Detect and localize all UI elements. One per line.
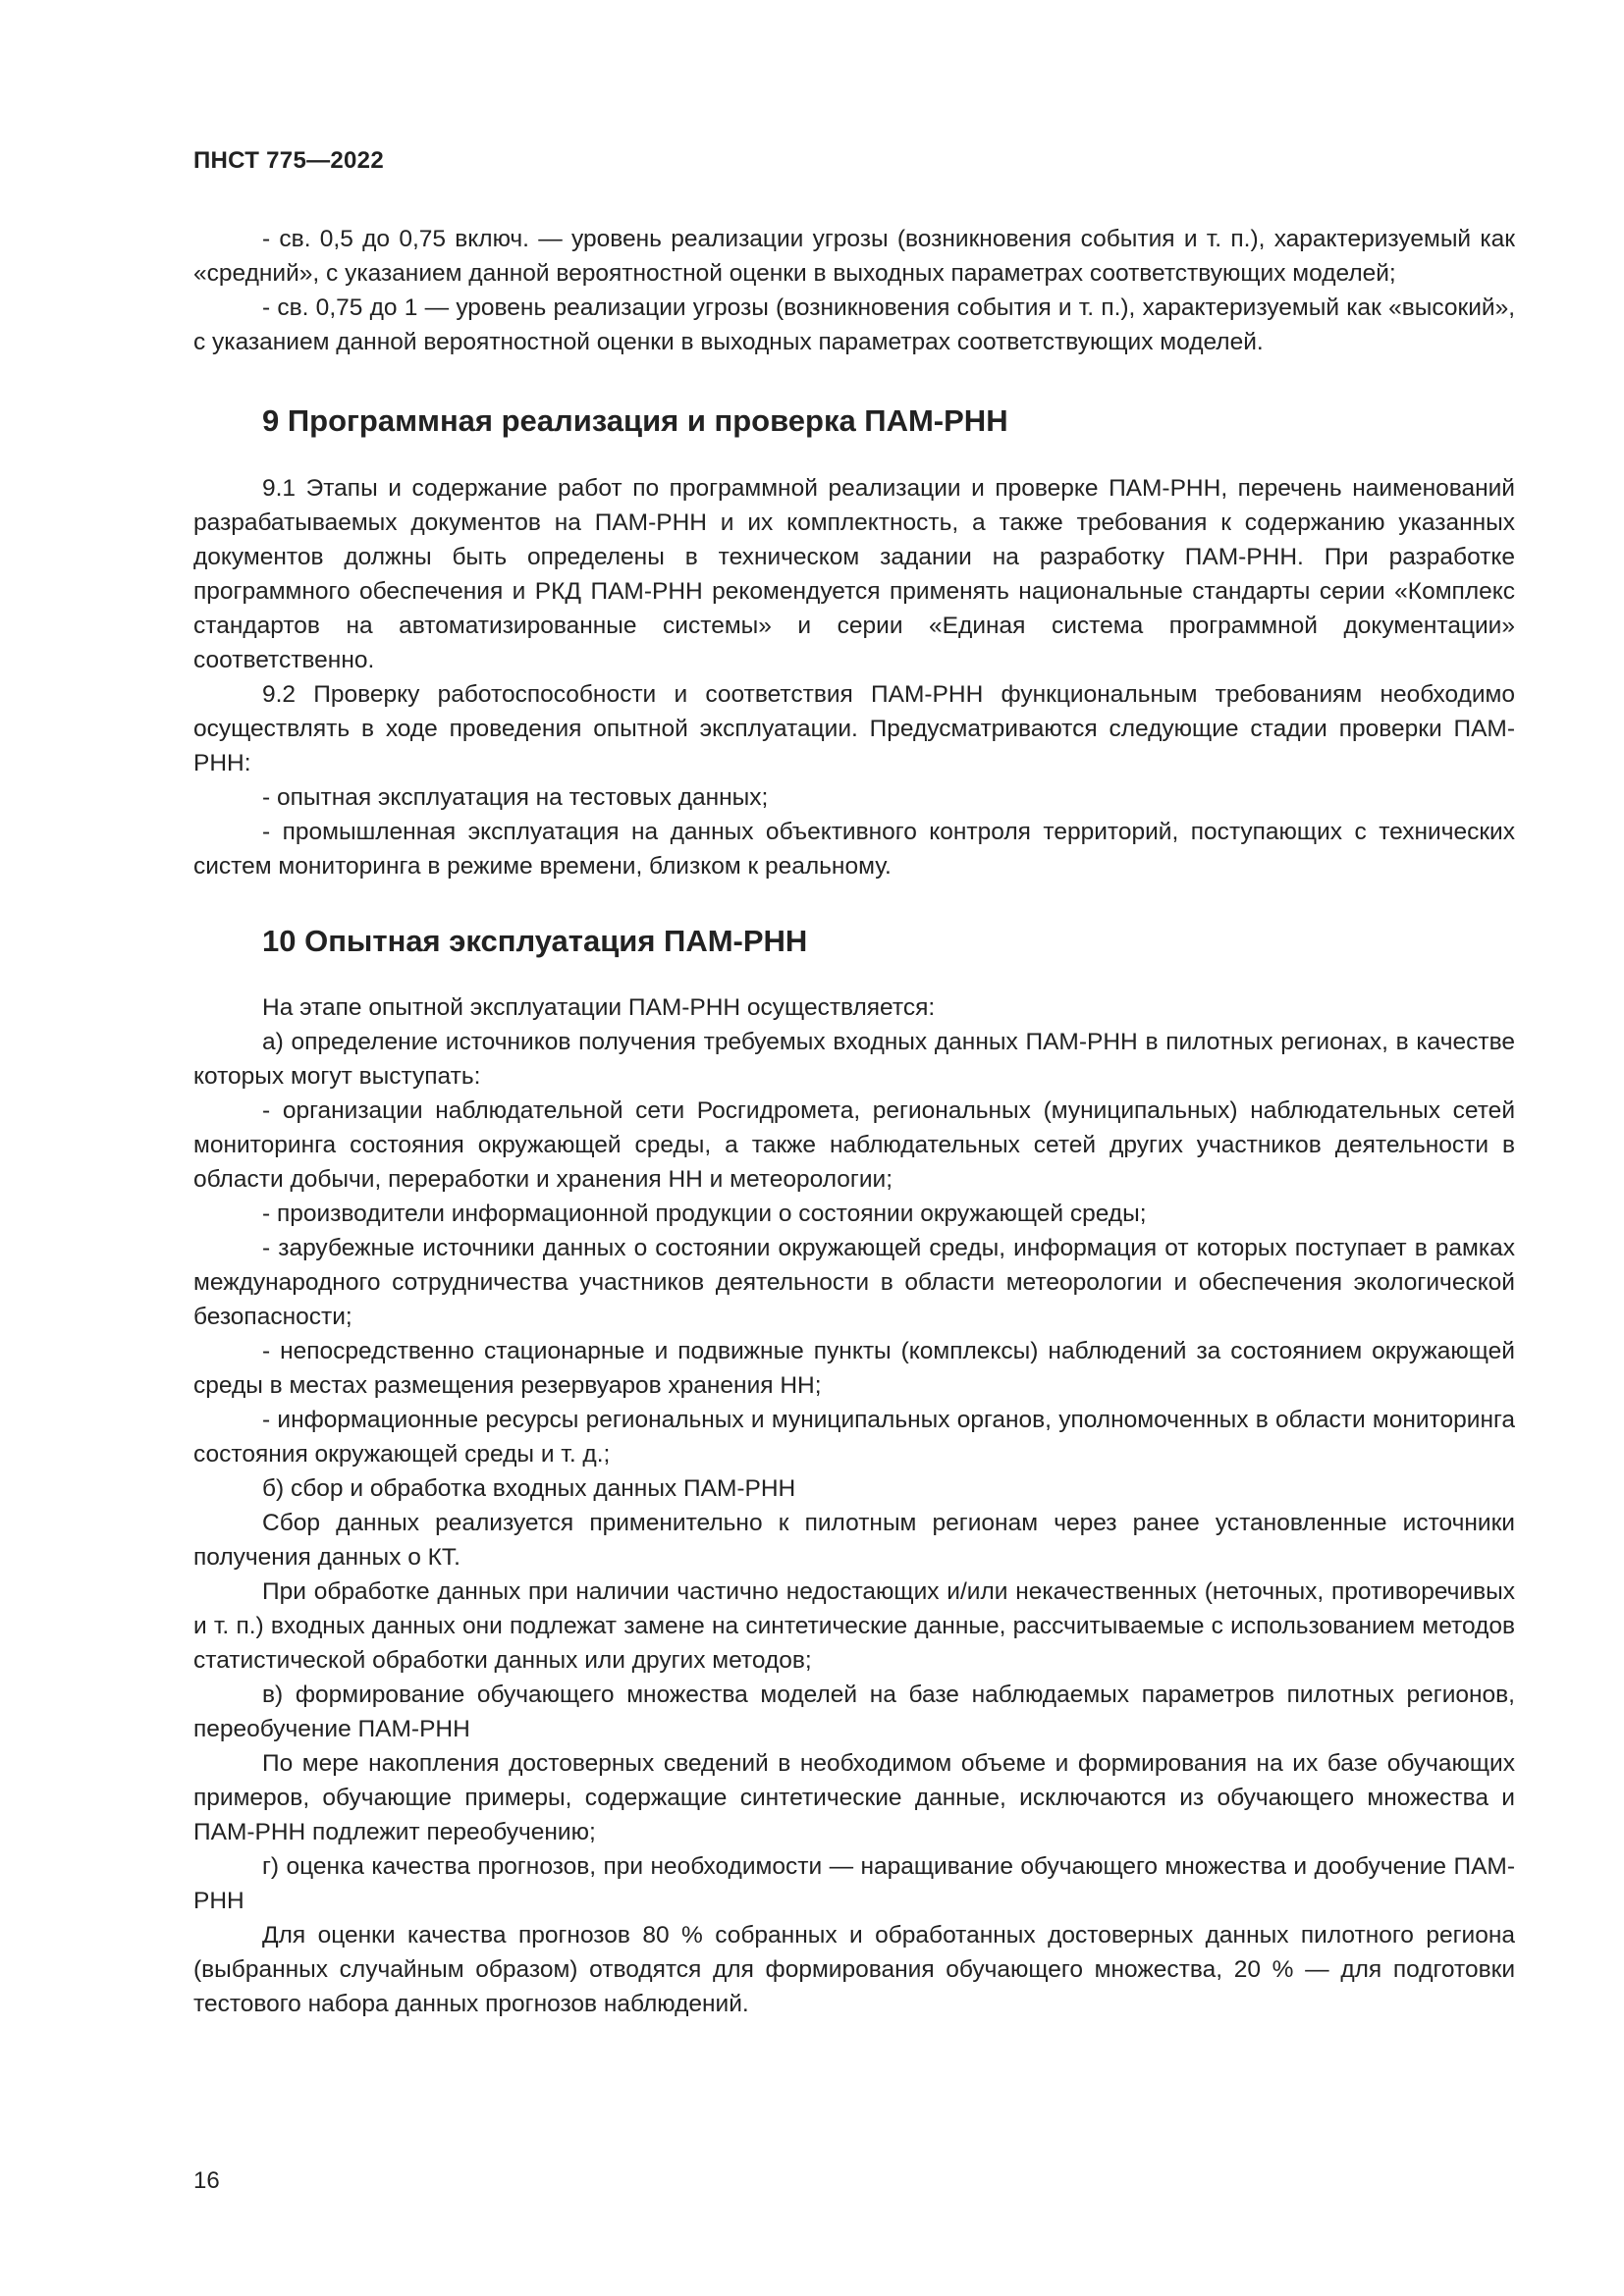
- list-item: - организации наблюдательной сети Росгидромета, региональных (муниципальных) наблюдательных сетей мониторинга состояния окружающей среды, а также наблюдательных сетей других участников деятельности в области добычи, переработки и хранения НН и метеорологии;: [193, 1097, 1515, 1193]
- section-10-body: [193, 990, 1515, 2021]
- list-item: г) оценка качества прогнозов, при необходимости — наращивание обучающего множества и дообучение ПАМ-РНН: [193, 1853, 1515, 1914]
- list-item: - производители информационной продукции о состоянии окружающей среды;: [262, 1201, 1147, 1227]
- intro-block: [193, 222, 1515, 359]
- page-body: [193, 222, 1515, 2021]
- list-item: а) определение источников получения требуемых входных данных ПАМ-РНН в пилотных регионах, в качестве которых могут выступать:: [193, 1029, 1515, 1090]
- list-item: - информационные ресурсы региональных и муниципальных органов, уполномоченных в области мониторинга состояния окружающей среды и т. д.;: [193, 1407, 1515, 1468]
- document-code: ПНСТ 775—2022: [193, 147, 384, 174]
- list-item: - опытная эксплуатация на тестовых данных;: [262, 784, 769, 811]
- paragraph: По мере накопления достоверных сведений в необходимом объеме и формирования на их базе обучающих примеров, обучающие примеры, содержащие синтетические данные, исключаются из обучающего множества и ПАМ-РНН подлежит переобучению;: [193, 1750, 1515, 1845]
- section-9-body: [193, 471, 1515, 883]
- paragraph: 9.2 Проверку работоспособности и соответствия ПАМ-РНН функциональным требованиям необходимо осуществлять в ходе проведения опытной эксплуатации. Предусматриваются следующие стадии проверки ПАМ-РНН:: [193, 681, 1515, 776]
- page-number: 16: [193, 2167, 220, 2194]
- paragraph: - св. 0,75 до 1 — уровень реализации угрозы (возникновения события и т. п.), характеризуемый как «высокий», с указанием данной вероятностной оценки в выходных параметрах соответствующих моделей.: [193, 294, 1515, 355]
- paragraph: Сбор данных реализуется применительно к пилотным регионам через ранее установленные источники получения данных о КТ.: [193, 1510, 1515, 1571]
- section-9-heading: 9 Программная реализация и проверка ПАМ-РНН: [262, 403, 1008, 438]
- paragraph: Для оценки качества прогнозов 80 % собранных и обработанных достоверных данных пилотного региона (выбранных случайным образом) отводятся для формирования обучающего множества, 20 % — для подготовки тестового набора данных прогнозов наблюдений.: [193, 1922, 1515, 2017]
- section-10-heading: 10 Опытная эксплуатация ПАМ-РНН: [262, 924, 808, 958]
- paragraph: При обработке данных при наличии частично недостающих и/или некачественных (неточных, противоречивых и т. п.) входных данных они подлежат замене на синтетические данные, рассчитываемые с использованием методов статистической обработки данных или других методов;: [193, 1578, 1515, 1674]
- list-item: в) формирование обучающего множества моделей на базе наблюдаемых параметров пилотных регионов, переобучение ПАМ-РНН: [193, 1682, 1515, 1742]
- paragraph: - св. 0,5 до 0,75 включ. — уровень реализации угрозы (возникновения события и т. п.), характеризуемый как «средний», с указанием данной вероятностной оценки в выходных параметрах соответствующих моделей;: [193, 226, 1515, 287]
- paragraph: На этапе опытной эксплуатации ПАМ-РНН осуществляется:: [262, 994, 936, 1021]
- paragraph: 9.1 Этапы и содержание работ по программной реализации и проверке ПАМ-РНН, перечень наименований разрабатываемых документов на ПАМ-РНН и их комплектность, а также требования к содержанию указанных документов должны быть определены в техническом задании на разработку ПАМ-РНН. При разработке программного обеспечения и РКД ПАМ-РНН рекомендуется применять национальные стандарты серии «Комплекс стандартов на автоматизированные системы» и серии «Единая система программной документации» соответственно.: [193, 475, 1515, 673]
- list-item: - непосредственно стационарные и подвижные пункты (комплексы) наблюдений за состоянием окружающей среды в местах размещения резервуаров хранения НН;: [193, 1338, 1515, 1399]
- list-item: б) сбор и обработка входных данных ПАМ-РНН: [262, 1475, 796, 1502]
- list-item: - зарубежные источники данных о состоянии окружающей среды, информация от которых поступает в рамках международного сотрудничества участников деятельности в области метеорологии и обеспечения экологической безопасности;: [193, 1235, 1515, 1330]
- list-item: - промышленная эксплуатация на данных объективного контроля территорий, поступающих с технических систем мониторинга в режиме времени, близком к реальному.: [193, 819, 1515, 880]
